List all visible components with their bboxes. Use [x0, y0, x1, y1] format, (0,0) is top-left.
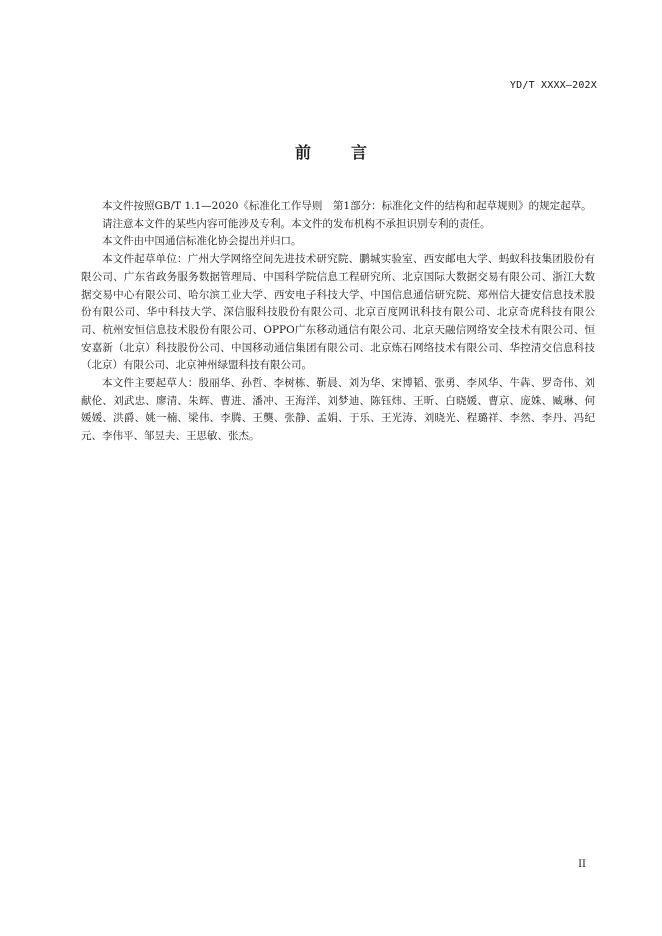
paragraph-drafters: 本文件主要起草人：殷丽华、孙哲、李树栋、靳晨、刘为华、宋博韬、张勇、李风华、牛犇、罗奇伟、刘献伦、刘武忠、廖清、朱辉、曹进、潘冲、王海洋、刘梦迪、陈钰炜、王昕、白晓媛、曹京、庞姝、臧琳、何媛媛、洪爵、姚一楠、梁伟、李腾、王龑、张静、孟娟、于乐、王光涛、刘晓光、程璐祥、李然、李丹、冯纪元、李伟平、邹昱夫、王思敏、张杰。 [81, 377, 595, 443]
paragraph-drafting-rules: 本文件按照GB/T 1.1—2020《标准化工作导则 第1部分：标准化文件的结构和起草规则》的规定起草。 [102, 200, 592, 212]
page-number: II [578, 859, 586, 870]
page-title: 前言 [294, 143, 407, 162]
paragraph-proposer: 本文件由中国通信标准化协会提出并归口。 [102, 235, 302, 248]
paragraph-patent-notice: 请注意本文件的某些内容可能涉及专利。本文件的发布机构不承担识别专利的责任。 [102, 217, 491, 230]
paragraph-drafting-units: 本文件起草单位：广州大学网络空间先进技术研究院、鹏城实验室、西安邮电大学、蚂蚁科技集团股份有限公司、广东省政务服务数据管理局、中国科学院信息工程研究所、北京国际大数据交易有限公司、浙江大数据交易中心有限公司、哈尔滨工业大学、西安电子科技大学、中国信息通信研究院、郑州信大捷安信息技术股份有限公司、华中科技大学、深信服科技股份有限公司、北京百度网讯科技有限公司、北京奇虎科技有限公司、杭州安恒信息技术股份有限公司、OPPO广东移动通信有限公司、北京天融信网络安全技术有限公司、恒安嘉新（北京）科技股份公司、中国移动通信集团有限公司、北京炼石网络技术有限公司、华控清交信息科技（北京）有限公司、北京神州绿盟科技有限公司。 [81, 253, 595, 372]
document-id: YD/T XXXX—202X [509, 80, 597, 91]
foreword-body [81, 198, 595, 446]
